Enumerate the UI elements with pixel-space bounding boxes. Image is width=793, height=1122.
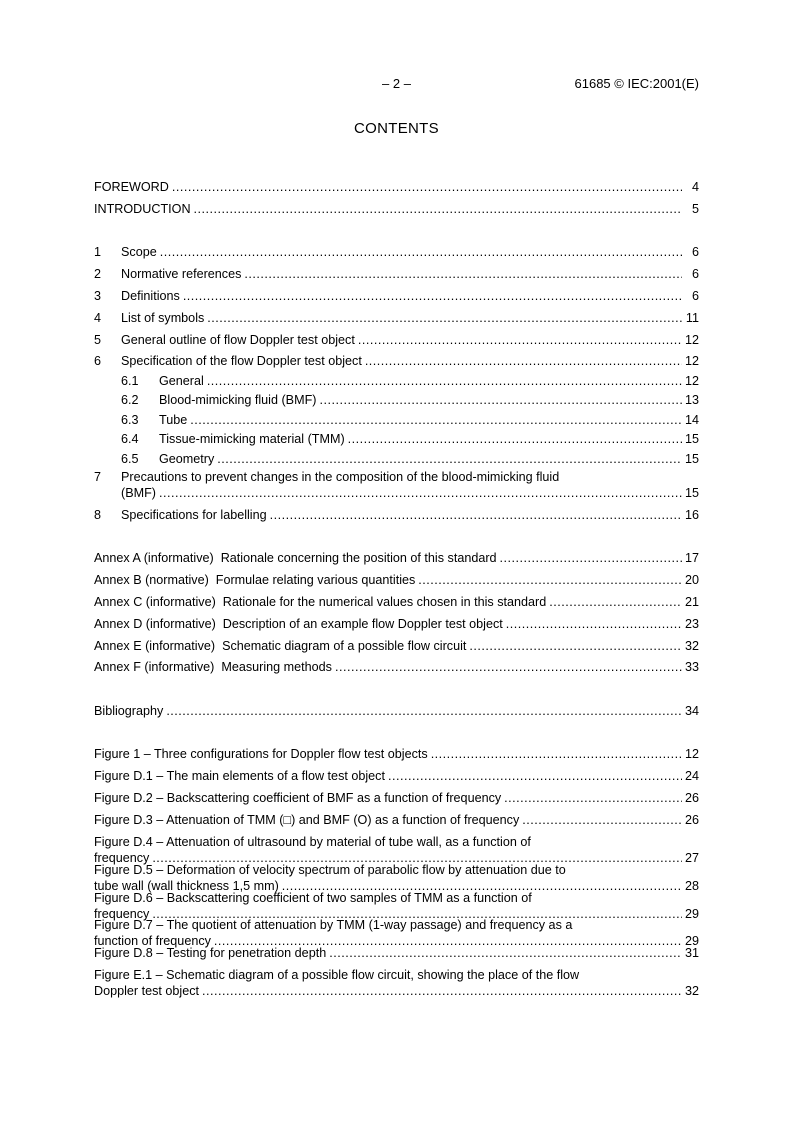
toc-entry-text-continued: frequency (94, 850, 150, 865)
toc-entry-introduction[interactable] (94, 195, 699, 217)
toc-entry-text: Figure D.2 – Backscattering coefficient of BMF as a function of frequency (94, 790, 502, 805)
toc-entry-clause-3[interactable] (94, 282, 699, 304)
toc-entry-text: General outline of flow Doppler test object (121, 332, 355, 347)
dot-leader (159, 485, 682, 501)
clause-number: 6.1 (121, 373, 139, 388)
toc-page-number: 12 (684, 373, 699, 388)
dot-leader (329, 945, 682, 961)
toc-entry-figure-d2[interactable] (94, 784, 699, 806)
toc-entry-text: Bibliography (94, 704, 164, 719)
toc-entry-text: Specification of the flow Doppler test object (121, 354, 362, 369)
toc-entry-annex-c[interactable] (94, 588, 699, 610)
toc-entry-subclause-6-5[interactable] (94, 447, 699, 467)
toc-entry-text: Normative references (121, 267, 242, 282)
toc-page-number: 6 (691, 267, 699, 282)
toc-page-number: 32 (684, 638, 699, 653)
toc-entry-annex-d[interactable] (94, 610, 699, 632)
toc-entry-text: Definitions (121, 288, 180, 303)
toc-entry-text: Figure D.4 – Attenuation of ultrasound by material of tube wall, as a function of (94, 834, 531, 849)
dot-leader (190, 412, 682, 428)
toc-entry-text-continued: function of frequency (94, 934, 211, 949)
dot-leader (183, 288, 682, 304)
toc-entry-text: Figure D.8 – Testing for penetration depth (94, 946, 327, 961)
page-title: CONTENTS (354, 120, 439, 137)
toc-entry-text: Annex A (informative) Rationale concerning the position of this standard (94, 551, 497, 566)
figure-list (94, 740, 699, 999)
dot-leader (549, 594, 682, 610)
dot-leader (348, 431, 682, 447)
toc-entry-text: Figure E.1 – Schematic diagram of a possible flow circuit, showing the place of the flow (94, 968, 580, 983)
toc-page-number: 12 (684, 747, 699, 762)
toc-entry-figure-d3[interactable] (94, 806, 699, 828)
toc-entry-text: Figure 1 – Three configurations for Doppler flow test objects (94, 747, 428, 762)
toc-page-number: 4 (691, 179, 699, 194)
toc-entry-text: Tissue-mimicking material (TMM) (159, 432, 345, 447)
toc-page-number: 12 (684, 332, 699, 347)
toc-page-number: 24 (684, 769, 699, 784)
toc-entry-clause-1[interactable] (94, 239, 699, 261)
toc-page-number: 28 (684, 878, 699, 893)
clause-number: 6.4 (121, 432, 139, 447)
dot-leader (194, 201, 682, 217)
dot-leader (506, 616, 682, 632)
dot-leader (319, 392, 682, 408)
toc-entry-figure-d4[interactable] (94, 834, 699, 865)
toc-entry-clause-6[interactable] (94, 348, 699, 370)
toc-page-number: 14 (684, 412, 699, 427)
toc-entry-text: Annex E (informative) Schematic diagram of a possible flow circuit (94, 638, 467, 653)
dot-leader (504, 790, 682, 806)
toc-page-number: 21 (684, 595, 699, 610)
toc-entry-clause-2[interactable] (94, 260, 699, 282)
toc-entry-annex-f[interactable] (94, 654, 699, 676)
toc-entry-subclause-6-2[interactable] (94, 389, 699, 409)
dot-leader (270, 507, 682, 523)
toc-entry-subclause-6-1[interactable] (94, 369, 699, 389)
toc-entry-clause-5[interactable] (94, 326, 699, 348)
clause-number: 4 (94, 310, 102, 325)
toc-entry-text: Precautions to prevent changes in the composition of the blood-mimicking fluid (121, 469, 560, 484)
toc-page-number: 15 (684, 485, 699, 500)
clause-number: 8 (94, 507, 102, 522)
dot-leader (207, 310, 682, 326)
toc-entry-figure-d6[interactable] (94, 890, 699, 921)
toc-entry-text: INTRODUCTION (94, 201, 191, 216)
toc-page-number: 15 (684, 451, 699, 466)
toc-entry-clause-7[interactable] (94, 469, 699, 501)
toc-entry-subclause-6-3[interactable] (94, 408, 699, 428)
clause-number: 6.3 (121, 412, 139, 427)
dot-leader (207, 373, 682, 389)
toc-entry-text: Scope (121, 245, 157, 260)
toc-page-number: 34 (684, 704, 699, 719)
toc-entry-annex-b[interactable] (94, 566, 699, 588)
toc-entry-text: Annex B (normative) Formulae relating various quantities (94, 573, 416, 588)
toc-page-number: 29 (684, 906, 699, 921)
toc-page-number: 17 (684, 551, 699, 566)
toc-page-number: 27 (684, 850, 699, 865)
dot-leader (431, 746, 682, 762)
toc-page-number: 26 (684, 790, 699, 805)
dot-leader (217, 451, 682, 467)
toc-page-number: 5 (691, 201, 699, 216)
toc-entry-text: Figure D.5 – Deformation of velocity spectrum of parabolic flow by attenuation due to (94, 862, 566, 877)
toc-entry-text: General (159, 373, 204, 388)
clause-number: 3 (94, 288, 102, 303)
standard-reference: 61685 © IEC:2001(E) (574, 76, 699, 91)
dot-leader (335, 659, 682, 675)
table-of-contents (94, 173, 699, 999)
toc-entry-foreword[interactable] (94, 173, 699, 195)
clause-number: 6.2 (121, 393, 139, 408)
toc-page-number: 12 (684, 354, 699, 369)
toc-page-number: 6 (691, 245, 699, 260)
clause-number: 5 (94, 332, 102, 347)
toc-entry-text-continued: Doppler test object (94, 984, 200, 999)
dot-leader (469, 638, 682, 654)
clause-number: 7 (94, 469, 102, 484)
toc-page-number: 6 (691, 288, 699, 303)
dot-leader (388, 768, 682, 784)
toc-entry-text: Geometry (159, 451, 215, 466)
dot-leader (522, 812, 682, 828)
dot-leader (166, 703, 682, 719)
toc-entry-figure-1[interactable] (94, 740, 699, 762)
toc-entry-text: Specifications for labelling (121, 507, 267, 522)
dot-leader (160, 244, 682, 260)
toc-page-number: 26 (684, 812, 699, 827)
toc-entry-text: Figure D.3 – Attenuation of TMM (□) and BMF (O) as a function of frequency (94, 812, 520, 827)
dot-leader (358, 332, 682, 348)
clause-number: 6 (94, 354, 102, 369)
toc-entry-text-continued: frequency (94, 906, 150, 921)
toc-entry-text: Tube (159, 412, 188, 427)
toc-page-number: 33 (684, 660, 699, 675)
dot-leader (418, 572, 682, 588)
toc-entry-clause-8[interactable] (94, 501, 699, 523)
toc-entry-figure-e1[interactable] (94, 967, 699, 999)
toc-entry-text: List of symbols (121, 310, 205, 325)
toc-entry-text: Blood-mimicking fluid (BMF) (159, 393, 317, 408)
toc-entry-annex-e[interactable] (94, 632, 699, 654)
toc-entry-clause-4[interactable] (94, 304, 699, 326)
toc-page-number: 32 (684, 984, 699, 999)
toc-entry-text: Figure D.6 – Backscattering coefficient of two samples of TMM as a function of (94, 890, 532, 905)
dot-leader (202, 983, 682, 999)
toc-entry-figure-d7[interactable] (94, 917, 699, 949)
toc-page-number: 20 (684, 573, 699, 588)
toc-entry-text: Annex F (informative) Measuring methods (94, 660, 332, 675)
toc-entry-figure-d5[interactable] (94, 862, 699, 893)
dot-leader (244, 266, 682, 282)
toc-page-number: 23 (684, 616, 699, 631)
page-header-number: – 2 – (382, 76, 411, 91)
toc-page-number: 13 (684, 393, 699, 408)
clause-number: 2 (94, 267, 102, 282)
toc-entry-text: Figure D.7 – The quotient of attenuation by TMM (1-way passage) and frequency as a (94, 918, 573, 933)
toc-entry-text: Annex C (informative) Rationale for the numerical values chosen in this standard (94, 595, 547, 610)
toc-entry-annex-a[interactable] (94, 545, 699, 567)
toc-page-number: 29 (684, 934, 699, 949)
toc-page-number: 15 (684, 432, 699, 447)
toc-page-number: 31 (684, 946, 699, 961)
clause-number: 6.5 (121, 451, 139, 466)
toc-entry-text-continued: (BMF) (121, 485, 156, 500)
toc-page-number: 11 (685, 310, 699, 325)
dot-leader (500, 550, 682, 566)
dot-leader (172, 179, 682, 195)
toc-entry-subclause-6-4[interactable] (94, 428, 699, 448)
toc-page-number: 16 (684, 507, 699, 522)
toc-entry-text: FOREWORD (94, 179, 169, 194)
clause-number: 1 (94, 245, 102, 260)
toc-entry-figure-d1[interactable] (94, 762, 699, 784)
toc-entry-text-continued: tube wall (wall thickness 1,5 mm) (94, 878, 279, 893)
dot-leader (365, 353, 682, 369)
toc-entry-bibliography[interactable] (94, 697, 699, 719)
toc-entry-text: Figure D.1 – The main elements of a flow test object (94, 769, 385, 784)
toc-entry-text: Annex D (informative) Description of an example flow Doppler test object (94, 616, 503, 631)
